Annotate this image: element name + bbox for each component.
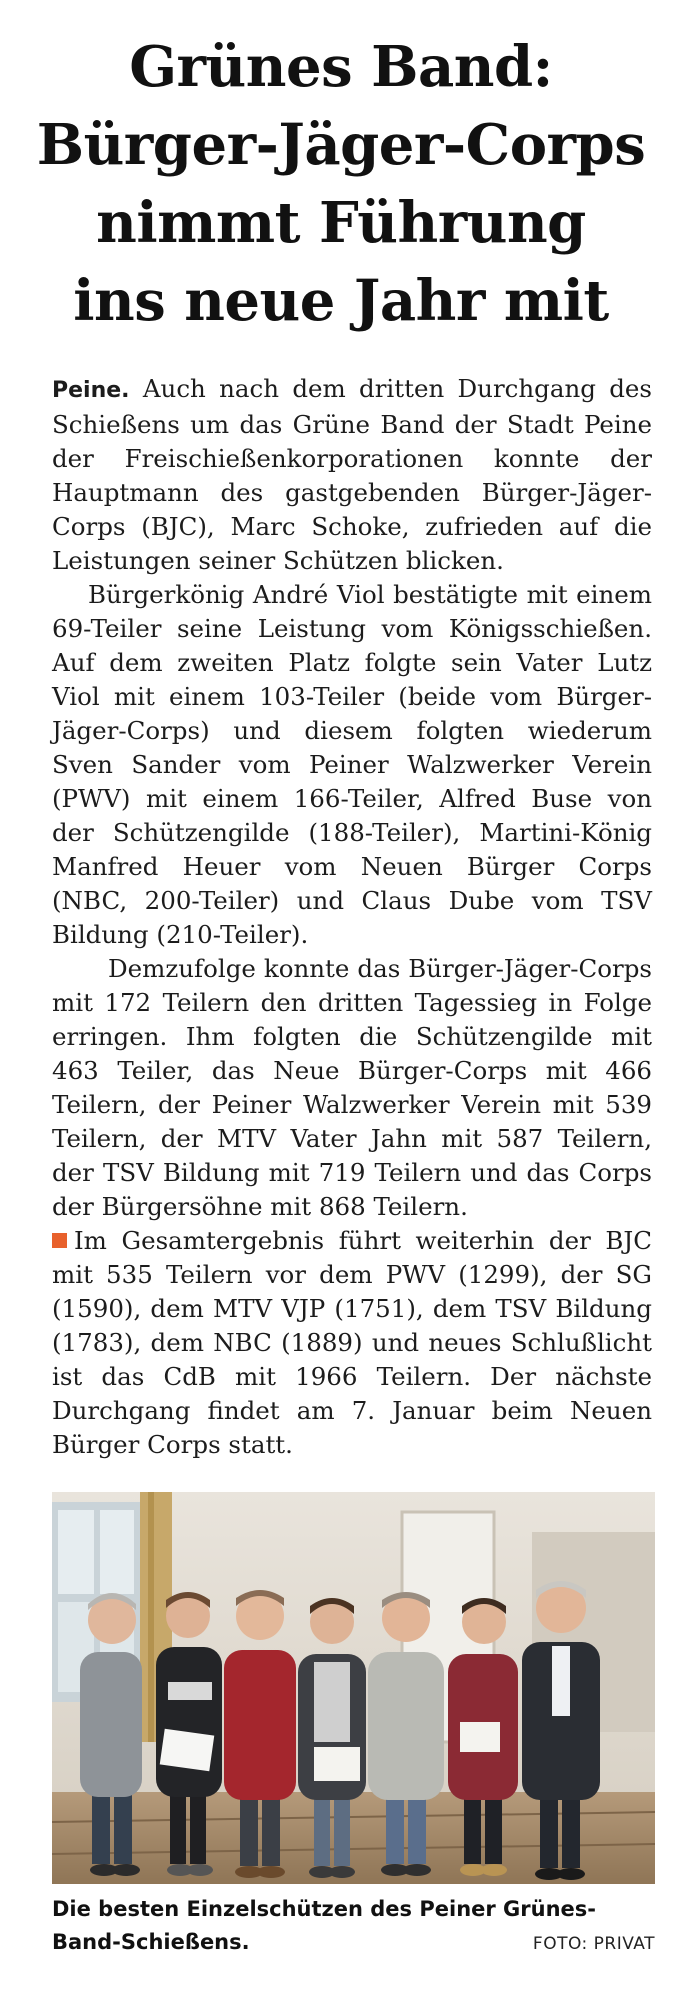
photo-credit: FOTO: PRIVAT	[532, 1934, 655, 1954]
group-photo-illustration	[52, 1492, 655, 1884]
square-bullet-icon	[52, 1233, 67, 1248]
paragraph-1-text: Auch nach dem dritten Durchgang des Schießens um das Grüne Band der Stadt Peine der Freischießenkorporationen konnte der Hauptmann des gastgebenden Bürger-Jäger-Corps (BJC), Marc Schoke, zufrieden auf die Leistungen seiner Schützen blicken.	[52, 374, 652, 575]
group-photo	[52, 1492, 655, 1884]
caption-line: Band-Schießens.	[52, 1930, 250, 1954]
headline-line: nimmt Führung	[96, 190, 586, 256]
headline-line: Grünes Band:	[129, 34, 553, 100]
article-headline	[30, 28, 652, 340]
article-body	[52, 372, 652, 1462]
headline-line: Bürger-Jäger-Corps	[36, 112, 646, 178]
paragraph-1	[52, 372, 652, 578]
paragraph-3: Demzufolge konnte das Bürger-Jäger-Corps mit 172 Teilern den dritten Tagessieg in Folge erringen. Ihm folgten die Schützengilde mit 463 Teiler, das Neue Bürger-Corps mit 466 Teilern, der Peiner Walzwerker Verein mit 539 Teilern, der MTV Vater Jahn mit 587 Teilern, der TSV Bildung mit 719 Teilern und das Corps der Bürgersöhne mit 868 Teilern.	[52, 954, 652, 1221]
dateline: Peine.	[52, 378, 130, 403]
paragraph-4	[52, 1224, 652, 1462]
paragraph-4-text: Im Gesamtergebnis führt weiterhin der BJC mit 535 Teilern vor dem PWV (1299), der SG (1590), dem MTV VJP (1751), dem TSV Bildung (1783), dem NBC (1889) und neues Schlußlicht ist das CdB mit 1966 Teilern. Der nächste Durchgang findet am 7. Januar beim Neuen Bürger Corps statt.	[52, 1226, 652, 1459]
headline-line: ins neue Jahr mit	[73, 268, 609, 334]
caption-line: Die besten Einzelschützen des Peiner Grünes-	[52, 1897, 597, 1921]
paragraph-2: Bürgerkönig André Viol bestätigte mit einem 69-Teiler seine Leistung vom Königsschießen. Auf dem zweiten Platz folgte sein Vater Lutz Viol mit einem 103-Teiler (beide vom Bürger-Jäger-Corps) und diesem folgten wiederum Sven Sander vom Peiner Walzwerker Verein (PWV) mit einem 166-Teiler, Alfred Buse von der Schützengilde (188-Teiler), Martini-König Manfred Heuer vom Neuen Bürger Corps (NBC, 200-Teiler) und Claus Dube vom TSV Bildung (210-Teiler).	[52, 580, 652, 949]
